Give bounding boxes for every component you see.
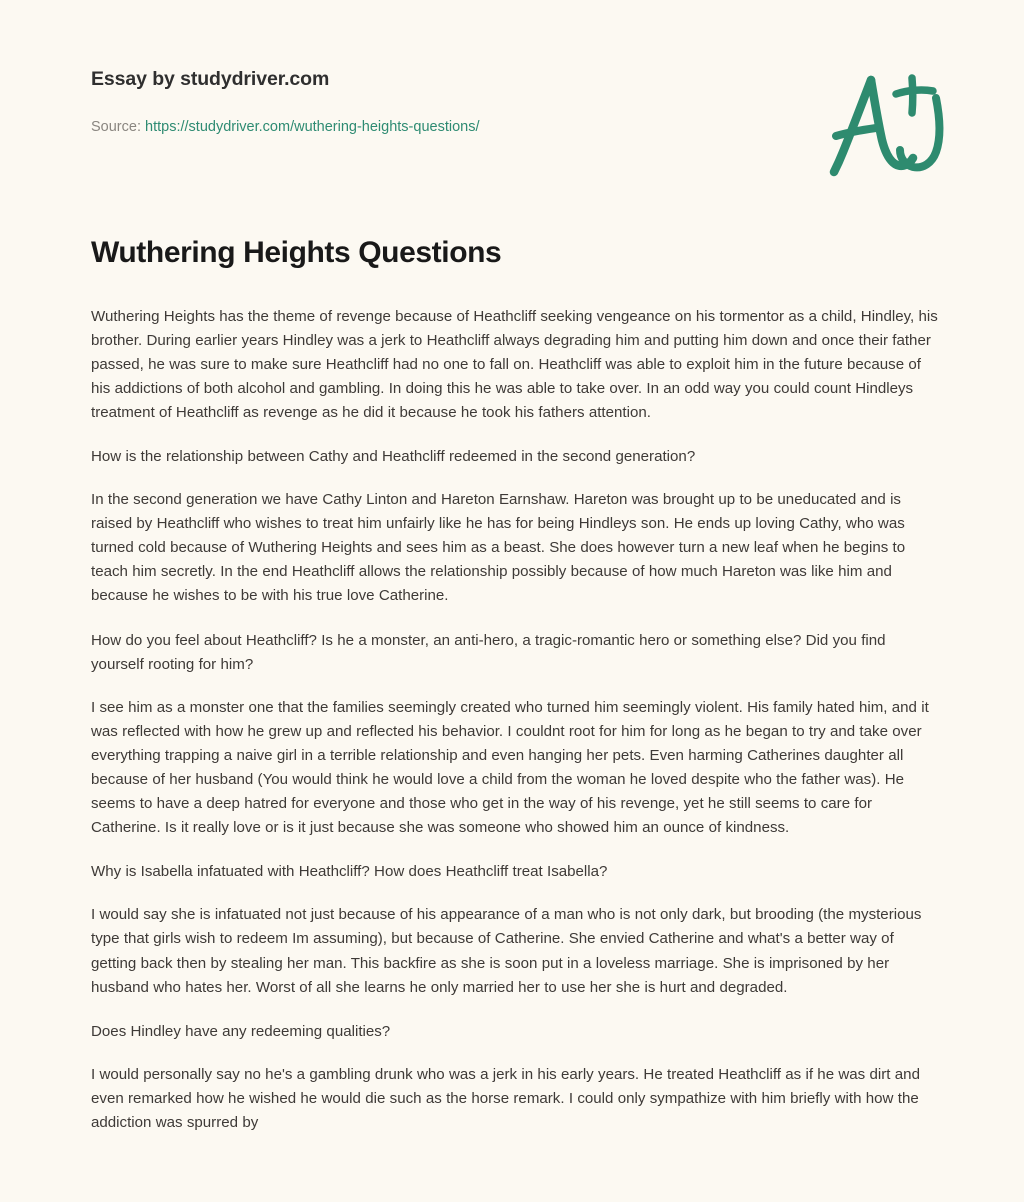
essay-question: Does Hindley have any redeeming qualities? bbox=[91, 1022, 391, 1040]
essay-paragraph: I would personally say no he's a gambling drunk who was a jerk in his early years. He treated Heathcliff as if he was dirt and even remarked how he wished he would die such as the horse remark. I could only sympathize with him briefly with how the addiction was spurred by bbox=[91, 1065, 920, 1132]
byline: Essay by studydriver.com bbox=[91, 68, 330, 90]
essay-question: How is the relationship between Cathy and Heathcliff redeemed in the second generation? bbox=[91, 447, 696, 465]
essay-question: Why is Isabella infatuated with Heathcliff? How does Heathcliff treat Isabella? bbox=[91, 863, 608, 881]
page-header bbox=[0, 0, 1024, 200]
a-plus-logo bbox=[812, 68, 960, 183]
essay-paragraph: Wuthering Heights has the theme of revenge because of Heathcliff seeking vengeance on his tormentor as a child, Hindley, his brother. During earlier years Hindley was a jerk to Heathcliff always degrading him and putting him down and once their father passed, he was sure to make sure Heathcliff had no one to fall on. Heathcliff was able to exploit him in the future because of his addictions of both alcohol and gambling. In doing this he was able to take over. In an odd way you could count Hindleys treatment of Heathcliff as revenge as he did it because he took his fathers attention. bbox=[91, 307, 938, 421]
page-title: Wuthering Heights Questions bbox=[91, 236, 502, 269]
essay-paragraph: I see him as a monster one that the families seemingly created who turned him seemingly violent. His family hated him, and it was reflected with how he grew up and reflected his behavior. I couldnt root for him for long as he began to try and take over everything trapping a naive girl in a terrible relationship and even hanging her pets. Even harming Catherines daughter all because of her husband (You would think he would love a child from the woman he loved despite who the father was). He seems to have a deep hatred for everyone and those who get in the way of his revenge, yet he still seems to care for Catherine. Is it really love or is it just because she was someone who showed him an ounce of kindness. bbox=[91, 698, 929, 837]
source-url-link[interactable]: https://studydriver.com/wuthering-heights-questions/ bbox=[145, 119, 480, 135]
essay-question: How do you feel about Heathcliff? Is he a monster, an anti-hero, a tragic-romantic hero or something else? Did you find yourself rooting for him? bbox=[91, 631, 886, 673]
source-line bbox=[91, 119, 480, 135]
a-plus-icon bbox=[812, 68, 960, 183]
essay-paragraph: In the second generation we have Cathy Linton and Hareton Earnshaw. Hareton was brought up to be uneducated and is raised by Heathcliff who wishes to treat him unfairly like he has for being Hindleys son. He ends up loving Cathy, who was turned cold because of Wuthering Heights and sees him as a beast. She does however turn a new leaf when he begins to teach him secretly. In the end Heathcliff allows the relationship possibly because of how much Hareton was like him and because he wishes to be with his true love Catherine. bbox=[91, 491, 906, 605]
essay-content bbox=[91, 236, 939, 1135]
essay-paragraph: I would say she is infatuated not just because of his appearance of a man who is not only dark, but brooding (the mysterious type that girls wish to redeem Im assuming), but because of Catherine. She envied Catherine and what's a better way of getting back then by stealing her man. This backfire as she is soon put in a loveless marriage. She is imprisoned by her husband who hates her. Worst of all she learns he only married her to use her she is hurt and degraded. bbox=[91, 906, 922, 996]
source-label: Source: bbox=[91, 119, 141, 135]
